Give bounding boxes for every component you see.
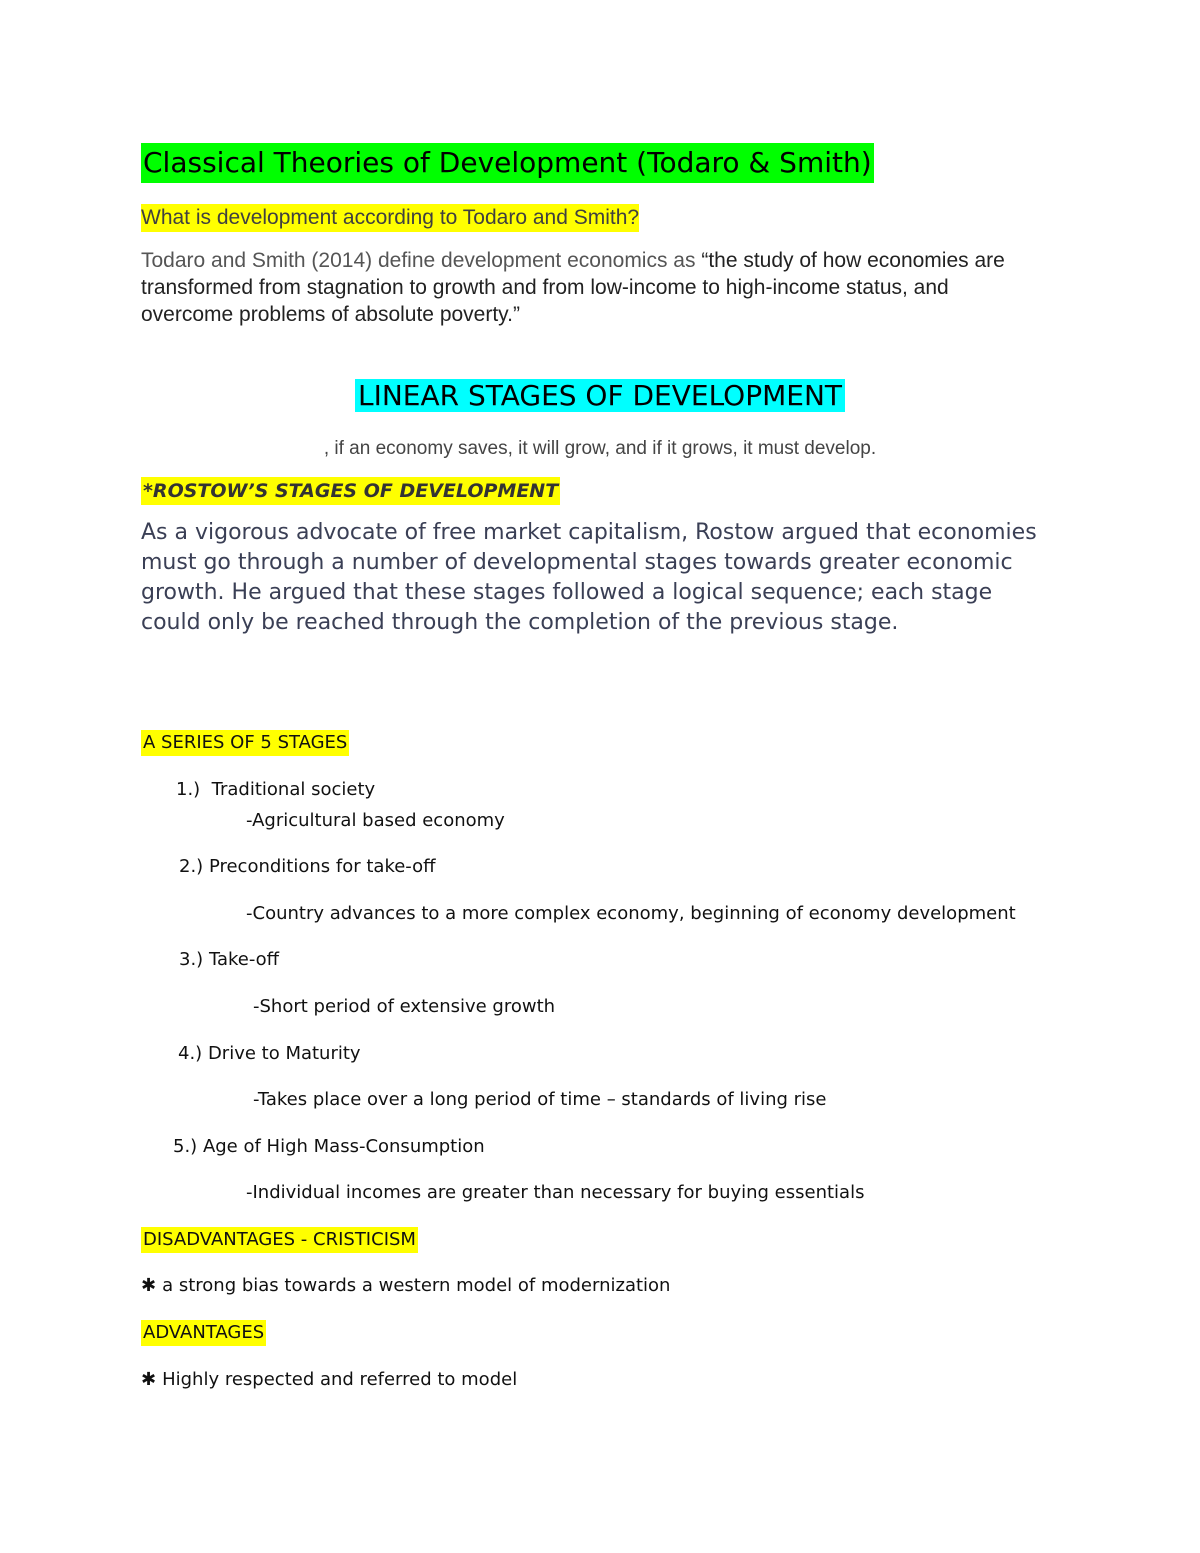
stage-number: 5.) [173,1136,198,1157]
stage-detail: -Agricultural based economy [246,810,505,831]
document-title: Classical Theories of Development (Todaro & Smith) [141,143,874,183]
rostow-heading: *ROSTOW’S STAGES OF DEVELOPMENT [141,477,560,505]
stage-detail: -Country advances to a more complex economy, beginning of economy development [246,903,1016,924]
stage-name: Drive to Maturity [207,1043,361,1064]
asterisk-bullet-icon: ✱ [141,1275,157,1296]
stage-item [173,1134,485,1160]
stage-name: Preconditions for take-off [208,856,436,877]
stage-number: 4.) [178,1043,203,1064]
disadvantages-text: a strong bias towards a western model of modernization [162,1275,671,1296]
stage-detail: -Individual incomes are greater than necessary for buying essentials [246,1182,865,1203]
stage-number: 3.) [179,949,204,970]
advantages-text: Highly respected and referred to model [162,1369,518,1390]
stage-detail: -Short period of extensive growth [253,996,556,1017]
stage-item [179,947,279,973]
linear-stages-summary: , if an economy saves, it will grow, and if it grows, it must develop. [323,438,877,459]
linear-stages-heading-row [0,376,1200,416]
disadvantages-heading: DISADVANTAGES - CRISTICISM [141,1227,418,1253]
definition-paragraph [141,247,1041,328]
stage-detail: -Takes place over a long period of time – standards of living rise [253,1089,827,1110]
asterisk-bullet-icon: ✱ [141,1369,157,1390]
stage-number: 2.) [179,856,204,877]
advantages-heading: ADVANTAGES [141,1320,266,1346]
stage-number: 1.) [176,779,201,800]
stage-name: Age of High Mass-Consumption [202,1136,485,1157]
stage-name: Take-off [208,949,280,970]
stage-name: Traditional society [211,779,376,800]
definition-quote: “the study of how economies are transformed from stagnation to growth and from low-income to high-income status, and overcome problems of absolute poverty.” [141,249,1005,326]
stage-item [176,777,375,803]
question-heading: What is development according to Todaro and Smith? [141,204,639,232]
advantages-item [141,1367,517,1393]
stage-item [178,1041,361,1067]
disadvantages-item [141,1273,670,1299]
stage-item [179,854,436,880]
rostow-paragraph: As a vigorous advocate of free market capitalism, Rostow argued that economies must go through a number of developmental stages towards greater economic growth. He argued that these stages followed a logical sequence; each stage could only be reached through the completion of the previous stage. [141,520,1037,635]
series-heading: A SERIES OF 5 STAGES [141,730,349,756]
definition-intro: Todaro and Smith (2014) define development economics as [141,249,702,272]
linear-stages-heading: LINEAR STAGES OF DEVELOPMENT [355,379,845,412]
